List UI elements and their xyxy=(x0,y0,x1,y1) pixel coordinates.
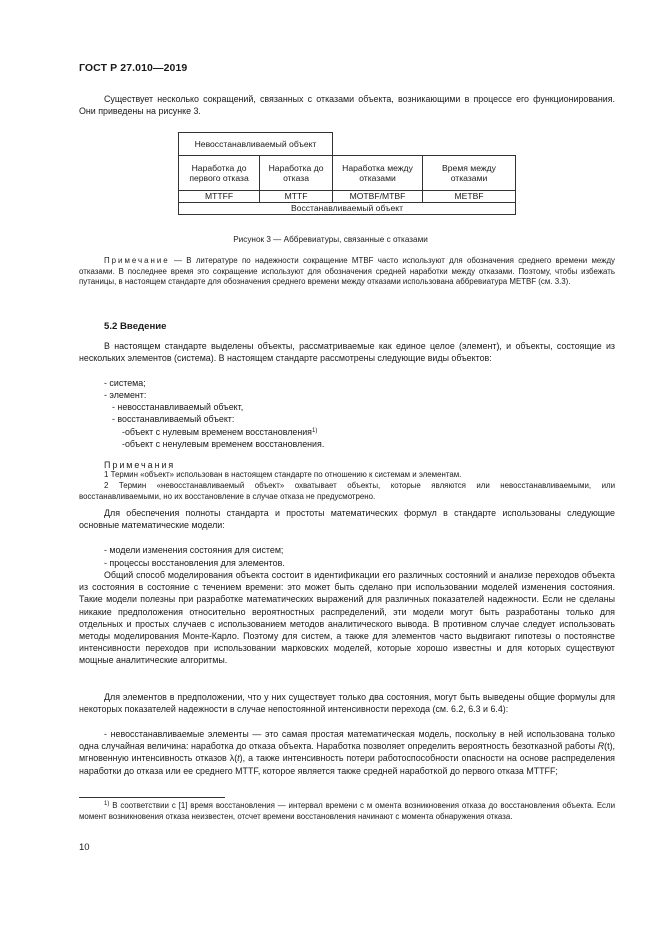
list-item: - элемент: xyxy=(104,390,147,400)
footnote-ref: 1) xyxy=(311,428,318,434)
list-item: - восстанавливаемый объект: xyxy=(112,414,235,424)
footnote xyxy=(79,801,615,822)
para5-symbol-t: t xyxy=(237,753,240,764)
section-paragraph-4: Для элементов в предположении, что у них существует только два состояния, могут быть выведены общие формулы для некоторых показателей надежности в случае непостоянной интенсивности перехода (см. 6.2, 6.3 и 6.4): xyxy=(79,692,615,715)
figure-3-table xyxy=(178,132,516,215)
figure-abbrev: MOTBF/MTBF xyxy=(333,191,423,203)
figure-cell: Наработка до первого отказа xyxy=(179,156,260,191)
para5-symbol-r: R xyxy=(597,741,605,752)
footnote-text: В соответствии с [1] время восстановления — интервал времени с м омента возникновения отказа до восстановления объекта. Если момент возникновения отказа неизвестен, отсчет времени восстановления начинают с момента обнаружения отказа. xyxy=(79,801,615,821)
figure-bottom-label: Восстанавливаемый объект xyxy=(179,202,516,214)
para5-text-a: - невосстанавливаемые элементы — это самая простая математическая модель, поскольку в ней использована только одна случайная величина: наработка до отказа объекта. Наработка позволяет определить вероятность безотказной работы xyxy=(79,729,615,752)
figure-cell: Время между отказами xyxy=(423,156,516,191)
figure-empty-cell xyxy=(333,133,516,156)
figure-cell: Наработка до отказа xyxy=(260,156,333,191)
section-paragraph-3: Общий способ моделирования объекта состоит в идентификации его различных состояний и анализе переходов объекта из состояния в состояние с течением времени: это может быть сделано при использовании моделей изменения состояния. Такие модели полезны при разработке математических выражений для различных показателей надежности. Если не сделаны никакие предположения относительно вероятностных распределений, эти модели могут быть разработаны только для отдельных и простых случаев с использованием методов аналитического вывода. В противном случае следует использовать методы моделирования Монте-Карло. Поэтому для систем, а также для элементов часто выдвигают гипотезы о постоянстве интенсивности переходов при использовании марковских моделей, которые хорошо известны и для которых существуют мощные аналитические алгоритмы. xyxy=(79,570,615,666)
list-item: - система; xyxy=(104,378,146,388)
note-1 xyxy=(79,256,615,288)
note-item: 1 Термин «объект» использован в настоящем стандарте по отношению к системам и элементам. xyxy=(104,470,462,479)
list-item: - невосстанавливаемый объект, xyxy=(112,402,244,412)
figure-abbrev: METBF xyxy=(423,191,516,203)
figure-top-label: Невосстанавливаемый объект xyxy=(179,133,333,156)
section-paragraph-1: В настоящем стандарте выделены объекты, рассматриваемые как единое целое (элемент), и объекты, состоящие из нескольких элементов (система). В настоящем стандарте рассмотрены следующие виды объектов: xyxy=(79,341,615,364)
figure-abbrev: MTTF xyxy=(260,191,333,203)
note-item: 2 Термин «невосстанавливаемый объект» охватывает объекты, которые являются или невосстанавливаемыми, или восстанавливаемыми, но их восстановление в случае отказа не предусмотрено. xyxy=(79,481,615,501)
list-item xyxy=(122,426,317,438)
model-item: - модели изменения состояния для систем; xyxy=(104,545,284,555)
notes-label: Примечания xyxy=(104,460,176,470)
figure-abbrev: MTTFF xyxy=(179,191,260,203)
footnote-rule xyxy=(79,797,225,798)
note-label: Примечание xyxy=(104,256,170,265)
para5-text-c: ), а также интенсивность потери работоспособности опасности на основе распределения наработки до отказа или ее среднего MTTF, которое является также средней наработкой до первого отказа MTTFF; xyxy=(79,753,615,776)
list-item: -объект с ненулевым временем восстановления. xyxy=(122,439,325,449)
section-title: 5.2 Введение xyxy=(104,321,167,332)
list-item-text: -объект с нулевым временем восстановления xyxy=(122,427,312,437)
section-paragraph-5 xyxy=(79,728,615,777)
figure-caption: Рисунок 3 — Аббревиатуры, связанные с отказами xyxy=(233,235,428,244)
footnote-mark: 1) xyxy=(104,801,110,807)
model-item: - процессы восстановления для элементов. xyxy=(104,558,285,568)
para5-text-b: (t), мгновенную интенсивность отказов λ( xyxy=(79,741,615,764)
section-paragraph-2: Для обеспечения полноты стандарта и простоты математических формул в стандарте использованы следующие основные математические модели: xyxy=(79,508,615,531)
note-text: — В литературе по надежности сокращение MTBF часто используют для обозначения среднего времени между отказами. В последнее время это сокращение используют для обозначения средней наработки между отказами. Поэтому, чтобы избежать путаницы, в настоящем стандарте для обозначения среднего времени между отказами использована аббревиатура METBF (см. 3.3). xyxy=(79,256,615,287)
document-header: ГОСТ Р 27.010—2019 xyxy=(79,62,188,74)
intro-paragraph: Существует несколько сокращений, связанных с отказами объекта, возникающими в процессе его функционирования. Они приведены на рисунке 3. xyxy=(79,94,615,117)
figure-cell: Наработка между отказами xyxy=(333,156,423,191)
page-number: 10 xyxy=(79,842,90,853)
